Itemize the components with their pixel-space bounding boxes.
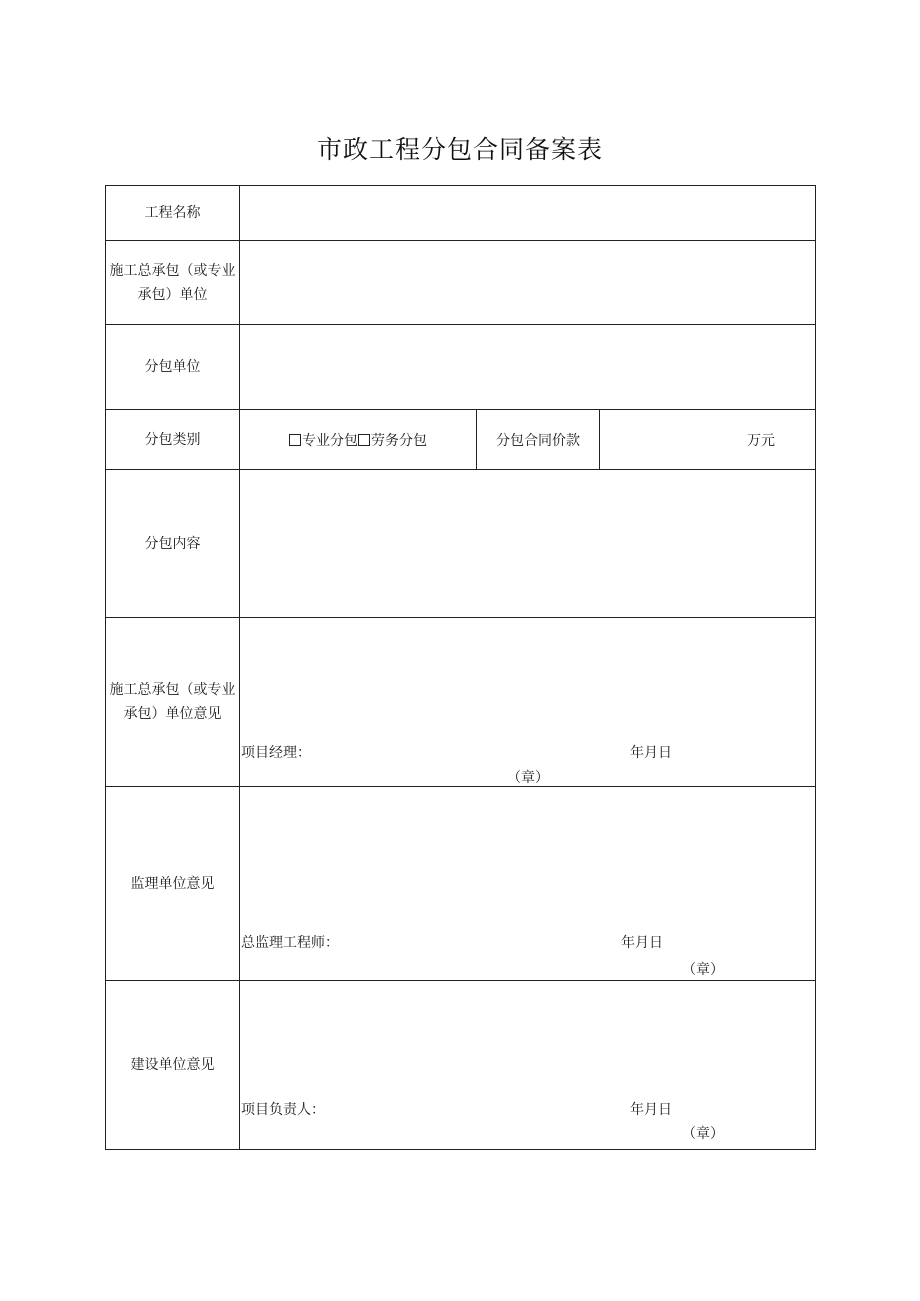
filing-form-table [105, 185, 816, 1150]
general-contractor-label: 施工总承包（或专业承包）单位 [106, 241, 240, 325]
contractor-opinion-label: 施工总承包（或专业承包）单位意见 [106, 618, 240, 787]
row-general-contractor [106, 241, 816, 325]
project-manager-label: 项目经理： [241, 745, 311, 761]
project-name-label: 工程名称 [106, 186, 240, 241]
row-owner-opinion [106, 981, 816, 1150]
professional-subcontract-checkbox[interactable] [289, 434, 301, 446]
chief-supervisor-label: 总监理工程师： [241, 935, 339, 951]
contractor-seal-label: （章） [507, 770, 549, 786]
supervisor-opinion-field[interactable] [240, 787, 816, 981]
subcontract-content-field[interactable] [240, 470, 816, 618]
subcontract-type-label: 分包类别 [106, 410, 240, 470]
supervisor-seal-label: （章） [682, 962, 724, 978]
owner-seal-label: （章） [682, 1126, 724, 1142]
subcontract-type-options [240, 410, 477, 470]
contract-price-label: 分包合同价款 [477, 410, 600, 470]
subcontractor-label: 分包单位 [106, 325, 240, 410]
contractor-date-label: 年月日 [630, 745, 672, 761]
project-name-field[interactable] [240, 186, 816, 241]
row-contractor-opinion [106, 618, 816, 787]
project-leader-label: 项目负责人： [241, 1102, 325, 1118]
owner-date-label: 年月日 [630, 1102, 672, 1118]
row-subcontract-type [106, 410, 816, 470]
owner-opinion-label: 建设单位意见 [106, 981, 240, 1150]
subcontract-content-label: 分包内容 [106, 470, 240, 618]
row-subcontract-content [106, 470, 816, 618]
contract-price-field[interactable] [600, 410, 816, 470]
row-project-name [106, 186, 816, 241]
contractor-opinion-field[interactable] [240, 618, 816, 787]
subcontractor-field[interactable] [240, 325, 816, 410]
page-title: 市政工程分包合同备案表 [316, 135, 603, 164]
labor-subcontract-label: 劳务分包 [371, 432, 427, 449]
labor-subcontract-checkbox[interactable] [358, 434, 370, 446]
owner-opinion-field[interactable] [240, 981, 816, 1150]
supervisor-opinion-label: 监理单位意见 [106, 787, 240, 981]
row-supervisor-opinion [106, 787, 816, 981]
supervisor-date-label: 年月日 [621, 935, 663, 951]
general-contractor-field[interactable] [240, 241, 816, 325]
contract-price-unit: 万元 [747, 432, 776, 449]
row-subcontractor [106, 325, 816, 410]
professional-subcontract-label: 专业分包 [302, 432, 358, 449]
